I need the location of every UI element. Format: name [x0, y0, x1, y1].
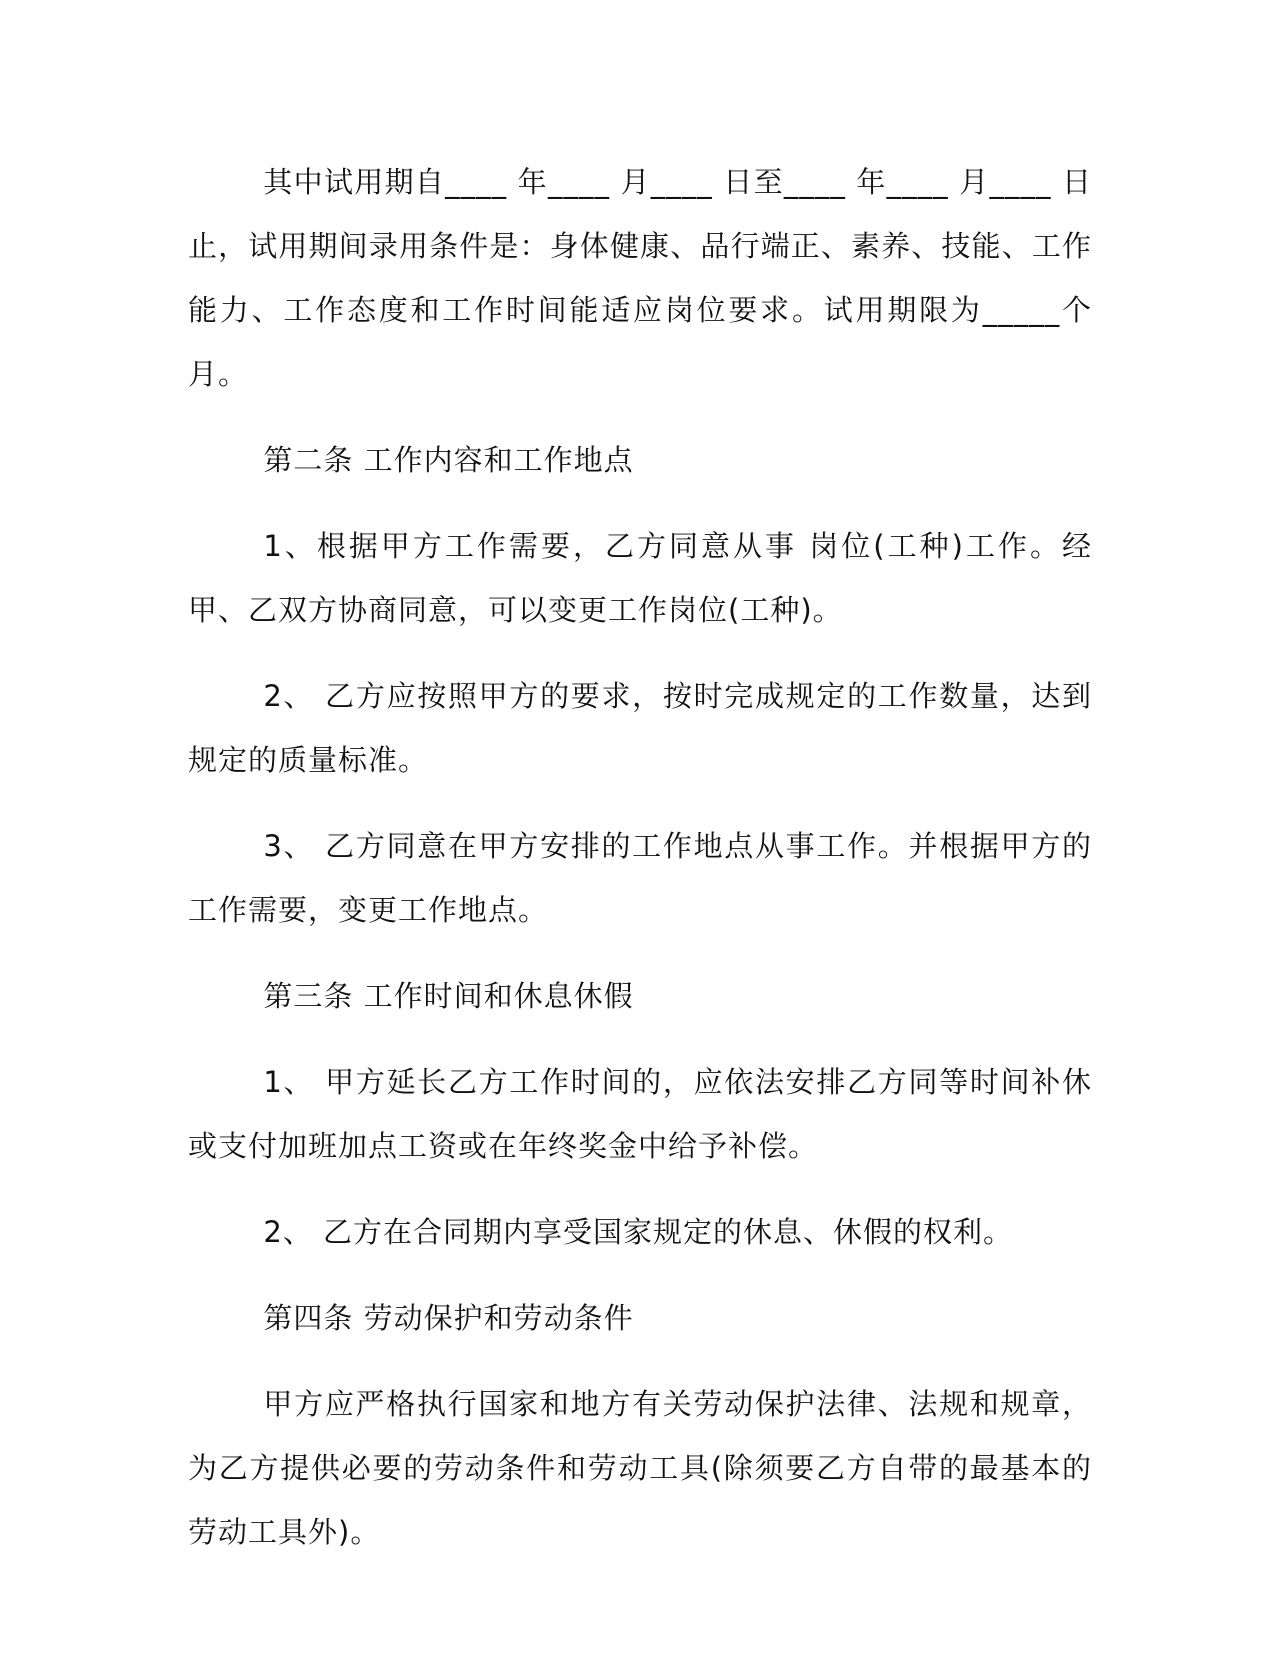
paragraph-article-2-item-1: 1、根据甲方工作需要，乙方同意从事 岗位(工种)工作。经甲、乙双方协商同意，可以变更工作岗位(工种)。 [188, 529, 1092, 627]
paragraph-article-3-item-1: 1、 甲方延长乙方工作时间的，应依法安排乙方同等时间补休或支付加班加点工资或在年终奖金中给予补偿。 [188, 1065, 1092, 1163]
paragraph-article-2-item-3: 3、 乙方同意在甲方安排的工作地点从事工作。并根据甲方的工作需要，变更工作地点。 [188, 829, 1092, 927]
section-heading-article-4: 第四条 劳动保护和劳动条件 [263, 1301, 634, 1335]
paragraph-article-3-item-2: 2、 乙方在合同期内享受国家规定的休息、休假的权利。 [263, 1215, 1014, 1249]
paragraph-probation: 其中试用期自____ 年____ 月____ 日至____ 年____ 月____ 日止，试用期间录用条件是：身体健康、品行端正、素养、技能、工作能力、工作态度和工作时间能适应岗位要求。试用期限为_____个月。 [188, 165, 1092, 391]
paragraph-article-4-body: 甲方应严格执行国家和地方有关劳动保护法律、法规和规章，为乙方提供必要的劳动条件和劳动工具(除须要乙方自带的最基本的劳动工具外)。 [188, 1387, 1092, 1549]
section-heading-article-3: 第三条 工作时间和休息休假 [263, 979, 634, 1013]
document-page [188, 150, 1092, 1564]
paragraph-article-2-item-2: 2、 乙方应按照甲方的要求，按时完成规定的工作数量，达到规定的质量标准。 [188, 679, 1092, 777]
section-heading-article-2: 第二条 工作内容和工作地点 [263, 443, 634, 477]
